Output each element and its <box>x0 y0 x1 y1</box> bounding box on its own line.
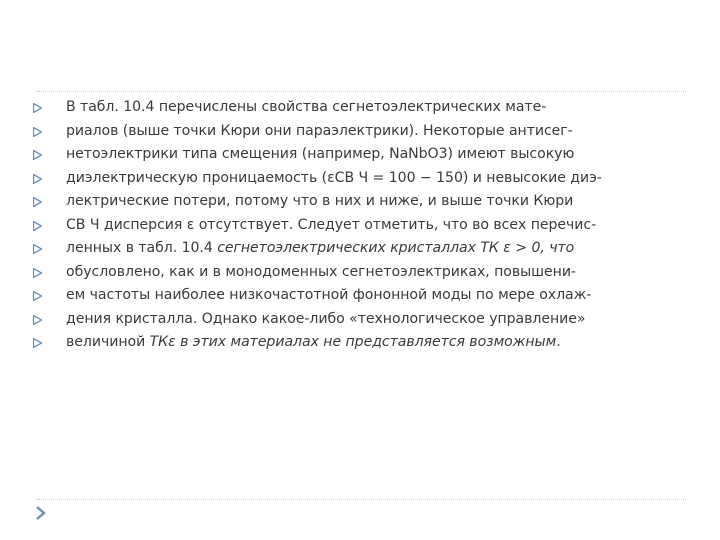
list-item <box>30 261 690 285</box>
list-item-text <box>66 190 573 214</box>
italic-text: ТКε в этих материалах не представляется возможным <box>149 334 557 350</box>
text-segment: ем частоты наиболее низкочастотной фононной моды по мере охлаж- <box>66 287 592 303</box>
chevron-right-icon[interactable] <box>34 506 48 520</box>
list-item <box>30 214 690 238</box>
list-item-text <box>66 261 576 285</box>
text-segment: ленных в табл. 10.4 <box>66 240 218 256</box>
triangle-right-icon <box>33 103 42 113</box>
list-item <box>30 143 690 167</box>
list-item-text <box>66 331 561 355</box>
text-segment: СВ Ч дисперсия ε отсутствует. Следует отметить, что во всех перечис- <box>66 216 597 233</box>
list-item-text <box>66 237 574 261</box>
triangle-right-icon <box>33 315 42 325</box>
text-segment: В табл. 10.4 перечислены свойства сегнетоэлектрических мате- <box>66 99 547 115</box>
triangle-right-icon <box>33 197 42 207</box>
text-segment: величиной <box>66 334 150 350</box>
list-item <box>30 284 690 308</box>
text-segment: нетоэлектрики типа смещения (например, NaNbO3) имеют высокую <box>66 146 575 162</box>
triangle-right-icon <box>33 221 42 231</box>
italic-text: сегнетоэлектрических кристаллах ТК ε > 0, что <box>217 240 575 256</box>
triangle-right-icon <box>33 268 42 278</box>
list-item <box>30 120 690 144</box>
text-segment: дения кристалла. Однако какое-либо «технологическое управление» <box>66 310 586 327</box>
list-item-text <box>66 143 574 167</box>
list-item <box>30 96 690 120</box>
text-segment: обусловлено, как и в монодоменных сегнетоэлектриках, повышени- <box>66 263 576 280</box>
triangle-right-icon <box>33 174 42 184</box>
triangle-right-icon <box>33 127 42 137</box>
list-item <box>30 331 690 355</box>
list-item <box>30 167 690 191</box>
bottom-divider <box>36 499 686 500</box>
list-item-text <box>66 120 573 144</box>
list-item-text <box>66 214 596 238</box>
list-item-text <box>66 96 546 120</box>
triangle-right-icon <box>33 291 42 301</box>
text-segment: . <box>556 334 561 350</box>
top-divider <box>36 91 686 92</box>
triangle-right-icon <box>33 244 42 254</box>
list-item <box>30 237 690 261</box>
text-segment: лектрические потери, потому что в них и ниже, и выше точки Кюри <box>66 193 574 209</box>
list-item-text <box>66 308 585 332</box>
text-segment: риалов (выше точки Кюри они параэлектрики). Некоторые антисег- <box>66 122 573 139</box>
text-segment: диэлектрическую проницаемость (εСВ Ч = 100 − 150) и невысокие диэ- <box>66 169 602 186</box>
slide-body <box>30 96 690 355</box>
triangle-right-icon <box>33 150 42 160</box>
list-item <box>30 190 690 214</box>
list-item-text <box>66 284 591 308</box>
list-item-text <box>66 167 602 191</box>
list-item <box>30 308 690 332</box>
triangle-right-icon <box>33 338 42 348</box>
